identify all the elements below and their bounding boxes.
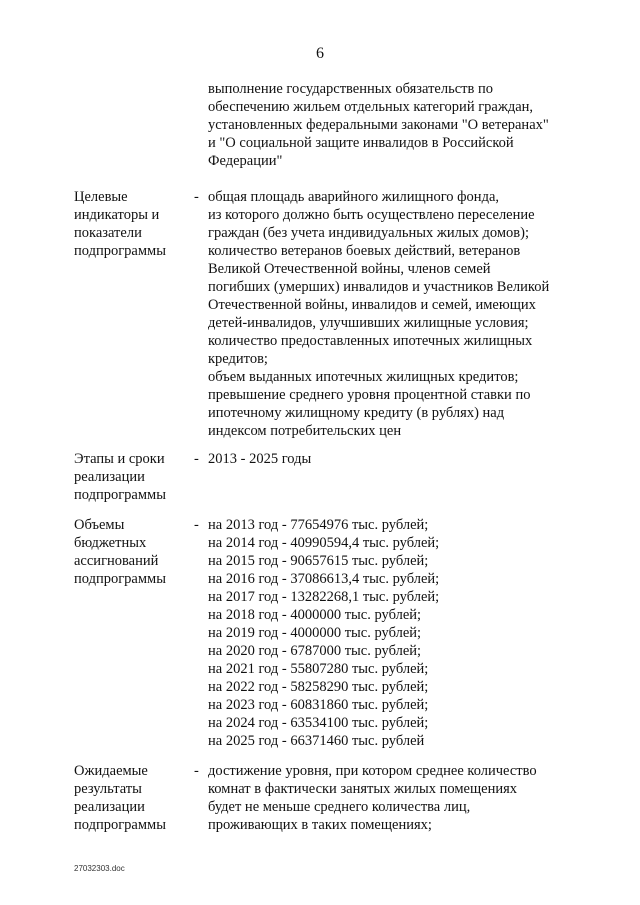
budget-year-line: на 2020 год - 6787000 тыс. рублей;	[208, 643, 422, 659]
section-content	[208, 762, 580, 834]
section-dash: -	[194, 517, 199, 533]
section-label	[74, 450, 194, 504]
budget-year-line: на 2013 год - 77654976 тыс. рублей;	[208, 517, 429, 533]
label-line: индикаторы и	[74, 207, 160, 223]
content-line: проживающих в таких помещениях;	[208, 817, 432, 833]
content-line: комнат в фактически занятых жилых помещениях	[208, 781, 518, 797]
content-line: достижение уровня, при котором среднее количество	[208, 763, 537, 779]
section-label	[74, 188, 194, 440]
content-line: 2013 - 2025 годы	[208, 451, 312, 467]
label-line: реализации	[74, 799, 145, 815]
content-line: количество ветеранов боевых действий, ветеранов	[208, 243, 521, 259]
section-label	[74, 516, 194, 750]
content-line: кредитов;	[208, 351, 268, 367]
content-line: общая площадь аварийного жилищного фонда,	[208, 189, 500, 205]
intro-line: Федерации"	[208, 153, 283, 169]
label-line: подпрограммы	[74, 487, 166, 503]
content-line: объем выданных ипотечных жилищных кредитов;	[208, 369, 519, 385]
content-line: из которого должно быть осуществлено переселение	[208, 207, 535, 223]
label-line: Ожидаемые	[74, 763, 148, 779]
intro-line: выполнение государственных обязательств по	[208, 81, 493, 97]
budget-year-line: на 2015 год - 90657615 тыс. рублей;	[208, 553, 429, 569]
content-line: погибших (умерших) инвалидов и участников Великой	[208, 279, 550, 295]
intro-paragraph	[208, 80, 588, 170]
section-budget-allocations	[74, 516, 594, 750]
section-dash: -	[194, 451, 199, 467]
label-line: реализации	[74, 469, 145, 485]
content-line: Отечественной войны, инвалидов и семей, имеющих	[208, 297, 536, 313]
section-dash: -	[194, 763, 199, 779]
content-line: количество предоставленных ипотечных жилищных	[208, 333, 533, 349]
intro-line: обеспечению жильем отдельных категорий граждан,	[208, 99, 534, 115]
budget-year-line: на 2021 год - 55807280 тыс. рублей;	[208, 661, 429, 677]
section-content	[208, 450, 580, 504]
intro-line: и "О социальной защите инвалидов в Российской	[208, 135, 514, 151]
content-line: превышение среднего уровня процентной ставки по	[208, 387, 531, 403]
content-line: граждан (без учета индивидуальных жилых домов);	[208, 225, 529, 241]
section-target-indicators	[74, 188, 594, 440]
content-line: детей-инвалидов, улучшивших жилищные условия;	[208, 315, 529, 331]
section-content	[208, 516, 580, 750]
budget-year-line: на 2019 год - 4000000 тыс. рублей;	[208, 625, 422, 641]
budget-year-line: на 2014 год - 40990594,4 тыс. рублей;	[208, 535, 440, 551]
budget-year-line: на 2025 год - 66371460 тыс. рублей	[208, 733, 425, 749]
content-line: ипотечному жилищному кредиту (в рублях) над	[208, 405, 505, 421]
label-line: Целевые	[74, 189, 128, 205]
budget-year-line: на 2017 год - 13282268,1 тыс. рублей;	[208, 589, 440, 605]
label-line: подпрограммы	[74, 817, 166, 833]
intro-line: установленных федеральными законами "О ветеранах"	[208, 117, 549, 133]
label-line: ассигнований	[74, 553, 159, 569]
label-line: показатели	[74, 225, 142, 241]
content-line: индексом потребительских цен	[208, 423, 402, 439]
page-number: 6	[316, 45, 324, 62]
label-line: Объемы	[74, 517, 125, 533]
label-line: подпрограммы	[74, 571, 166, 587]
label-line: результаты	[74, 781, 142, 797]
section-dash: -	[194, 189, 199, 205]
content-line: будет не меньше среднего количества лиц,	[208, 799, 471, 815]
budget-year-line: на 2016 год - 37086613,4 тыс. рублей;	[208, 571, 440, 587]
label-line: Этапы и сроки	[74, 451, 165, 467]
budget-year-line: на 2018 год - 4000000 тыс. рублей;	[208, 607, 422, 623]
budget-year-line: на 2024 год - 63534100 тыс. рублей;	[208, 715, 429, 731]
label-line: бюджетных	[74, 535, 147, 551]
section-label	[74, 762, 194, 834]
section-stages-and-terms	[74, 450, 594, 504]
section-content	[208, 188, 580, 440]
footer-filename: 27032303.doc	[74, 864, 125, 873]
budget-year-line: на 2022 год - 58258290 тыс. рублей;	[208, 679, 429, 695]
label-line: подпрограммы	[74, 243, 166, 259]
budget-year-line: на 2023 год - 60831860 тыс. рублей;	[208, 697, 429, 713]
section-expected-results	[74, 762, 594, 834]
content-line: Великой Отечественной войны, членов семей	[208, 261, 491, 277]
